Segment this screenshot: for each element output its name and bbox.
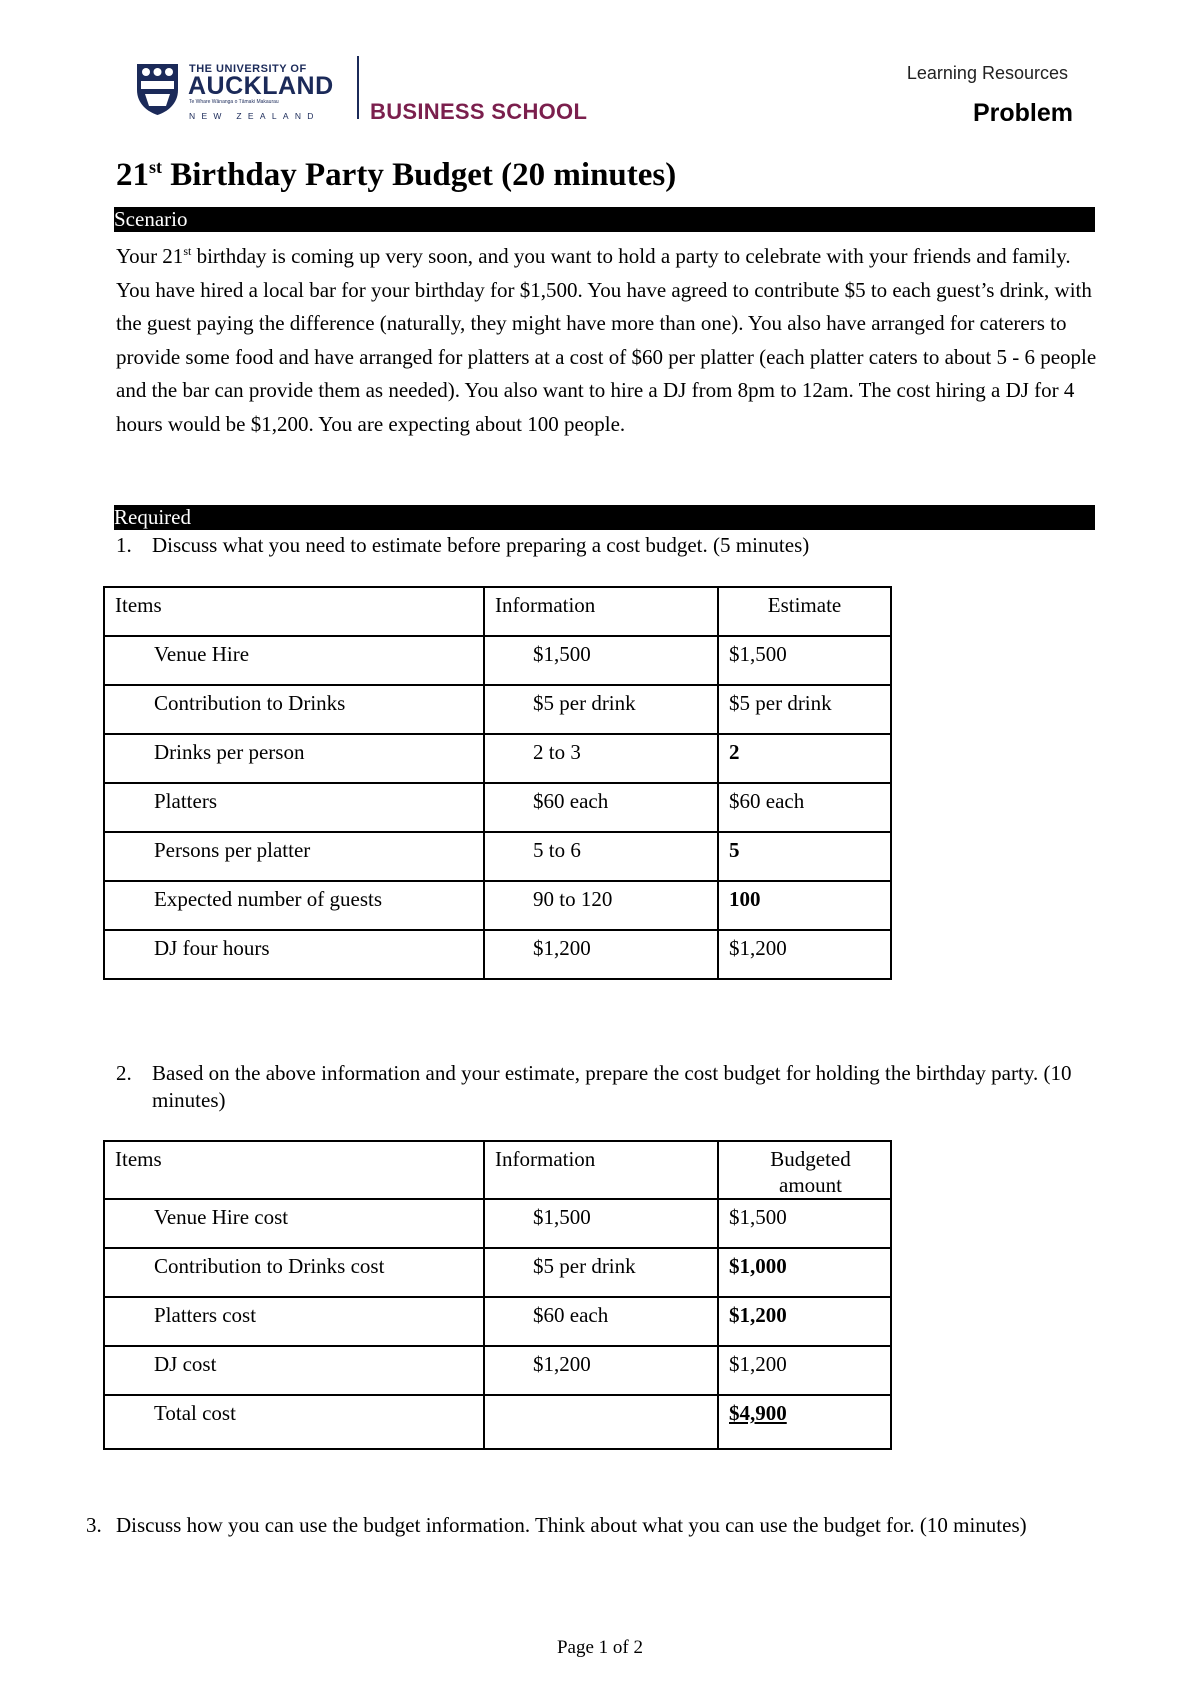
table-cell: $1,200 bbox=[718, 930, 891, 979]
university-country: NEW ZEALAND bbox=[189, 111, 320, 121]
table-cell: Drinks per person bbox=[104, 734, 484, 783]
table-cell: $4,900 bbox=[718, 1395, 891, 1449]
table-cell: $1,200 bbox=[484, 1346, 718, 1395]
table-header-cell: Information bbox=[484, 1141, 718, 1199]
table-cell: $1,500 bbox=[484, 636, 718, 685]
table-cell: $5 per drink bbox=[484, 1248, 718, 1297]
question-2 bbox=[116, 1060, 1076, 1114]
table-cell: Venue Hire bbox=[104, 636, 484, 685]
table-cell: $60 each bbox=[484, 783, 718, 832]
table-header-row bbox=[104, 1141, 891, 1199]
table-cell: $1,500 bbox=[718, 1199, 891, 1248]
page-number: Page 1 of 2 bbox=[556, 1637, 643, 1658]
question-3 bbox=[86, 1512, 1086, 1539]
table-cell: $60 each bbox=[484, 1297, 718, 1346]
table-cell: Venue Hire cost bbox=[104, 1199, 484, 1248]
table-cell: $5 per drink bbox=[484, 685, 718, 734]
table-row bbox=[104, 1199, 891, 1248]
table-row bbox=[104, 734, 891, 783]
table-cell: 5 bbox=[718, 832, 891, 881]
table-cell: DJ cost bbox=[104, 1346, 484, 1395]
table-row bbox=[104, 930, 891, 979]
question-3-number: 3. bbox=[86, 1513, 102, 1537]
university-name-line1: THE UNIVERSITY OF bbox=[189, 63, 307, 75]
budget-table bbox=[103, 1140, 892, 1450]
table-cell: $1,200 bbox=[718, 1346, 891, 1395]
table-cell: Persons per platter bbox=[104, 832, 484, 881]
business-school-label: BUSINESS SCHOOL bbox=[370, 99, 588, 124]
table-cell: Total cost bbox=[104, 1395, 484, 1449]
table-header-row bbox=[104, 587, 891, 636]
question-1 bbox=[116, 532, 1076, 559]
university-crest-icon bbox=[135, 62, 180, 117]
question-3-text: Discuss how you can use the budget information. Think about what you can use the budget for. (10 minutes) bbox=[116, 1513, 1027, 1537]
table-cell: $1,500 bbox=[484, 1199, 718, 1248]
table-cell: Platters bbox=[104, 783, 484, 832]
table-cell: Expected number of guests bbox=[104, 881, 484, 930]
table-cell: $1,200 bbox=[484, 930, 718, 979]
table-cell: $60 each bbox=[718, 783, 891, 832]
question-2-text: Based on the above information and your estimate, prepare the cost budget for holding the birthday party. (10 minutes) bbox=[152, 1061, 1072, 1112]
table-cell: DJ four hours bbox=[104, 930, 484, 979]
question-1-number: 1. bbox=[116, 533, 132, 557]
table-cell: 90 to 120 bbox=[484, 881, 718, 930]
university-maori-name: Te Whare Wānanga o Tāmaki Makaurau bbox=[189, 99, 279, 105]
table-cell: $1,500 bbox=[718, 636, 891, 685]
table-row bbox=[104, 1395, 891, 1449]
table-cell: $1,000 bbox=[718, 1248, 891, 1297]
question-1-text: Discuss what you need to estimate before preparing a cost budget. (5 minutes) bbox=[152, 533, 810, 557]
table-cell: $5 per drink bbox=[718, 685, 891, 734]
scenario-heading-bar bbox=[114, 207, 1095, 232]
page-title: 21st Birthday Party Budget (20 minutes) bbox=[116, 157, 677, 193]
scenario-text: Your 21st birthday is coming up very soon, and you want to hold a party to celebrate with your friends and family. You have hired a local bar for your birthday for $1,500. You have agreed to contribute $5 to each guest’s drink, with the guest paying the difference (naturally, they might have more than one). You also have arranged for caterers to provide some food and have arranged for platters at a cost of $60 per platter (each platter caters to about 5 - 6 people and the bar can provide them as needed). You also want to hire a DJ from 8pm to 12am. The cost hiring a DJ for 4 hours would be $1,200. You are expecting about 100 people. bbox=[116, 244, 1097, 436]
table-row bbox=[104, 832, 891, 881]
table-row bbox=[104, 1297, 891, 1346]
table-row bbox=[104, 881, 891, 930]
doc-type-label: Problem bbox=[972, 99, 1073, 127]
table-cell: 100 bbox=[718, 881, 891, 930]
table-cell: 2 bbox=[718, 734, 891, 783]
logo-divider bbox=[357, 56, 359, 119]
table-cell: 5 to 6 bbox=[484, 832, 718, 881]
estimate-table bbox=[103, 586, 892, 980]
scenario-heading: Scenario bbox=[114, 207, 188, 231]
table-cell: Platters cost bbox=[104, 1297, 484, 1346]
table-cell bbox=[484, 1395, 718, 1449]
table-cell: Contribution to Drinks cost bbox=[104, 1248, 484, 1297]
table-row bbox=[104, 636, 891, 685]
table-cell: Contribution to Drinks bbox=[104, 685, 484, 734]
table-row bbox=[104, 783, 891, 832]
table-cell: 2 to 3 bbox=[484, 734, 718, 783]
university-name-line2: AUCKLAND bbox=[188, 72, 334, 100]
table-cell: $1,200 bbox=[718, 1297, 891, 1346]
section-label: Learning Resources bbox=[906, 63, 1068, 83]
question-2-number: 2. bbox=[116, 1061, 132, 1085]
table-header-cell: Budgeted amount bbox=[718, 1141, 891, 1199]
table-header-cell: Estimate bbox=[718, 587, 891, 636]
table-row bbox=[104, 1248, 891, 1297]
required-heading: Required bbox=[114, 505, 191, 529]
table-header-cell: Items bbox=[104, 1141, 484, 1199]
table-row bbox=[104, 1346, 891, 1395]
table-header-cell: Information bbox=[484, 587, 718, 636]
required-heading-bar bbox=[114, 505, 1095, 530]
table-row bbox=[104, 685, 891, 734]
table-header-cell: Items bbox=[104, 587, 484, 636]
